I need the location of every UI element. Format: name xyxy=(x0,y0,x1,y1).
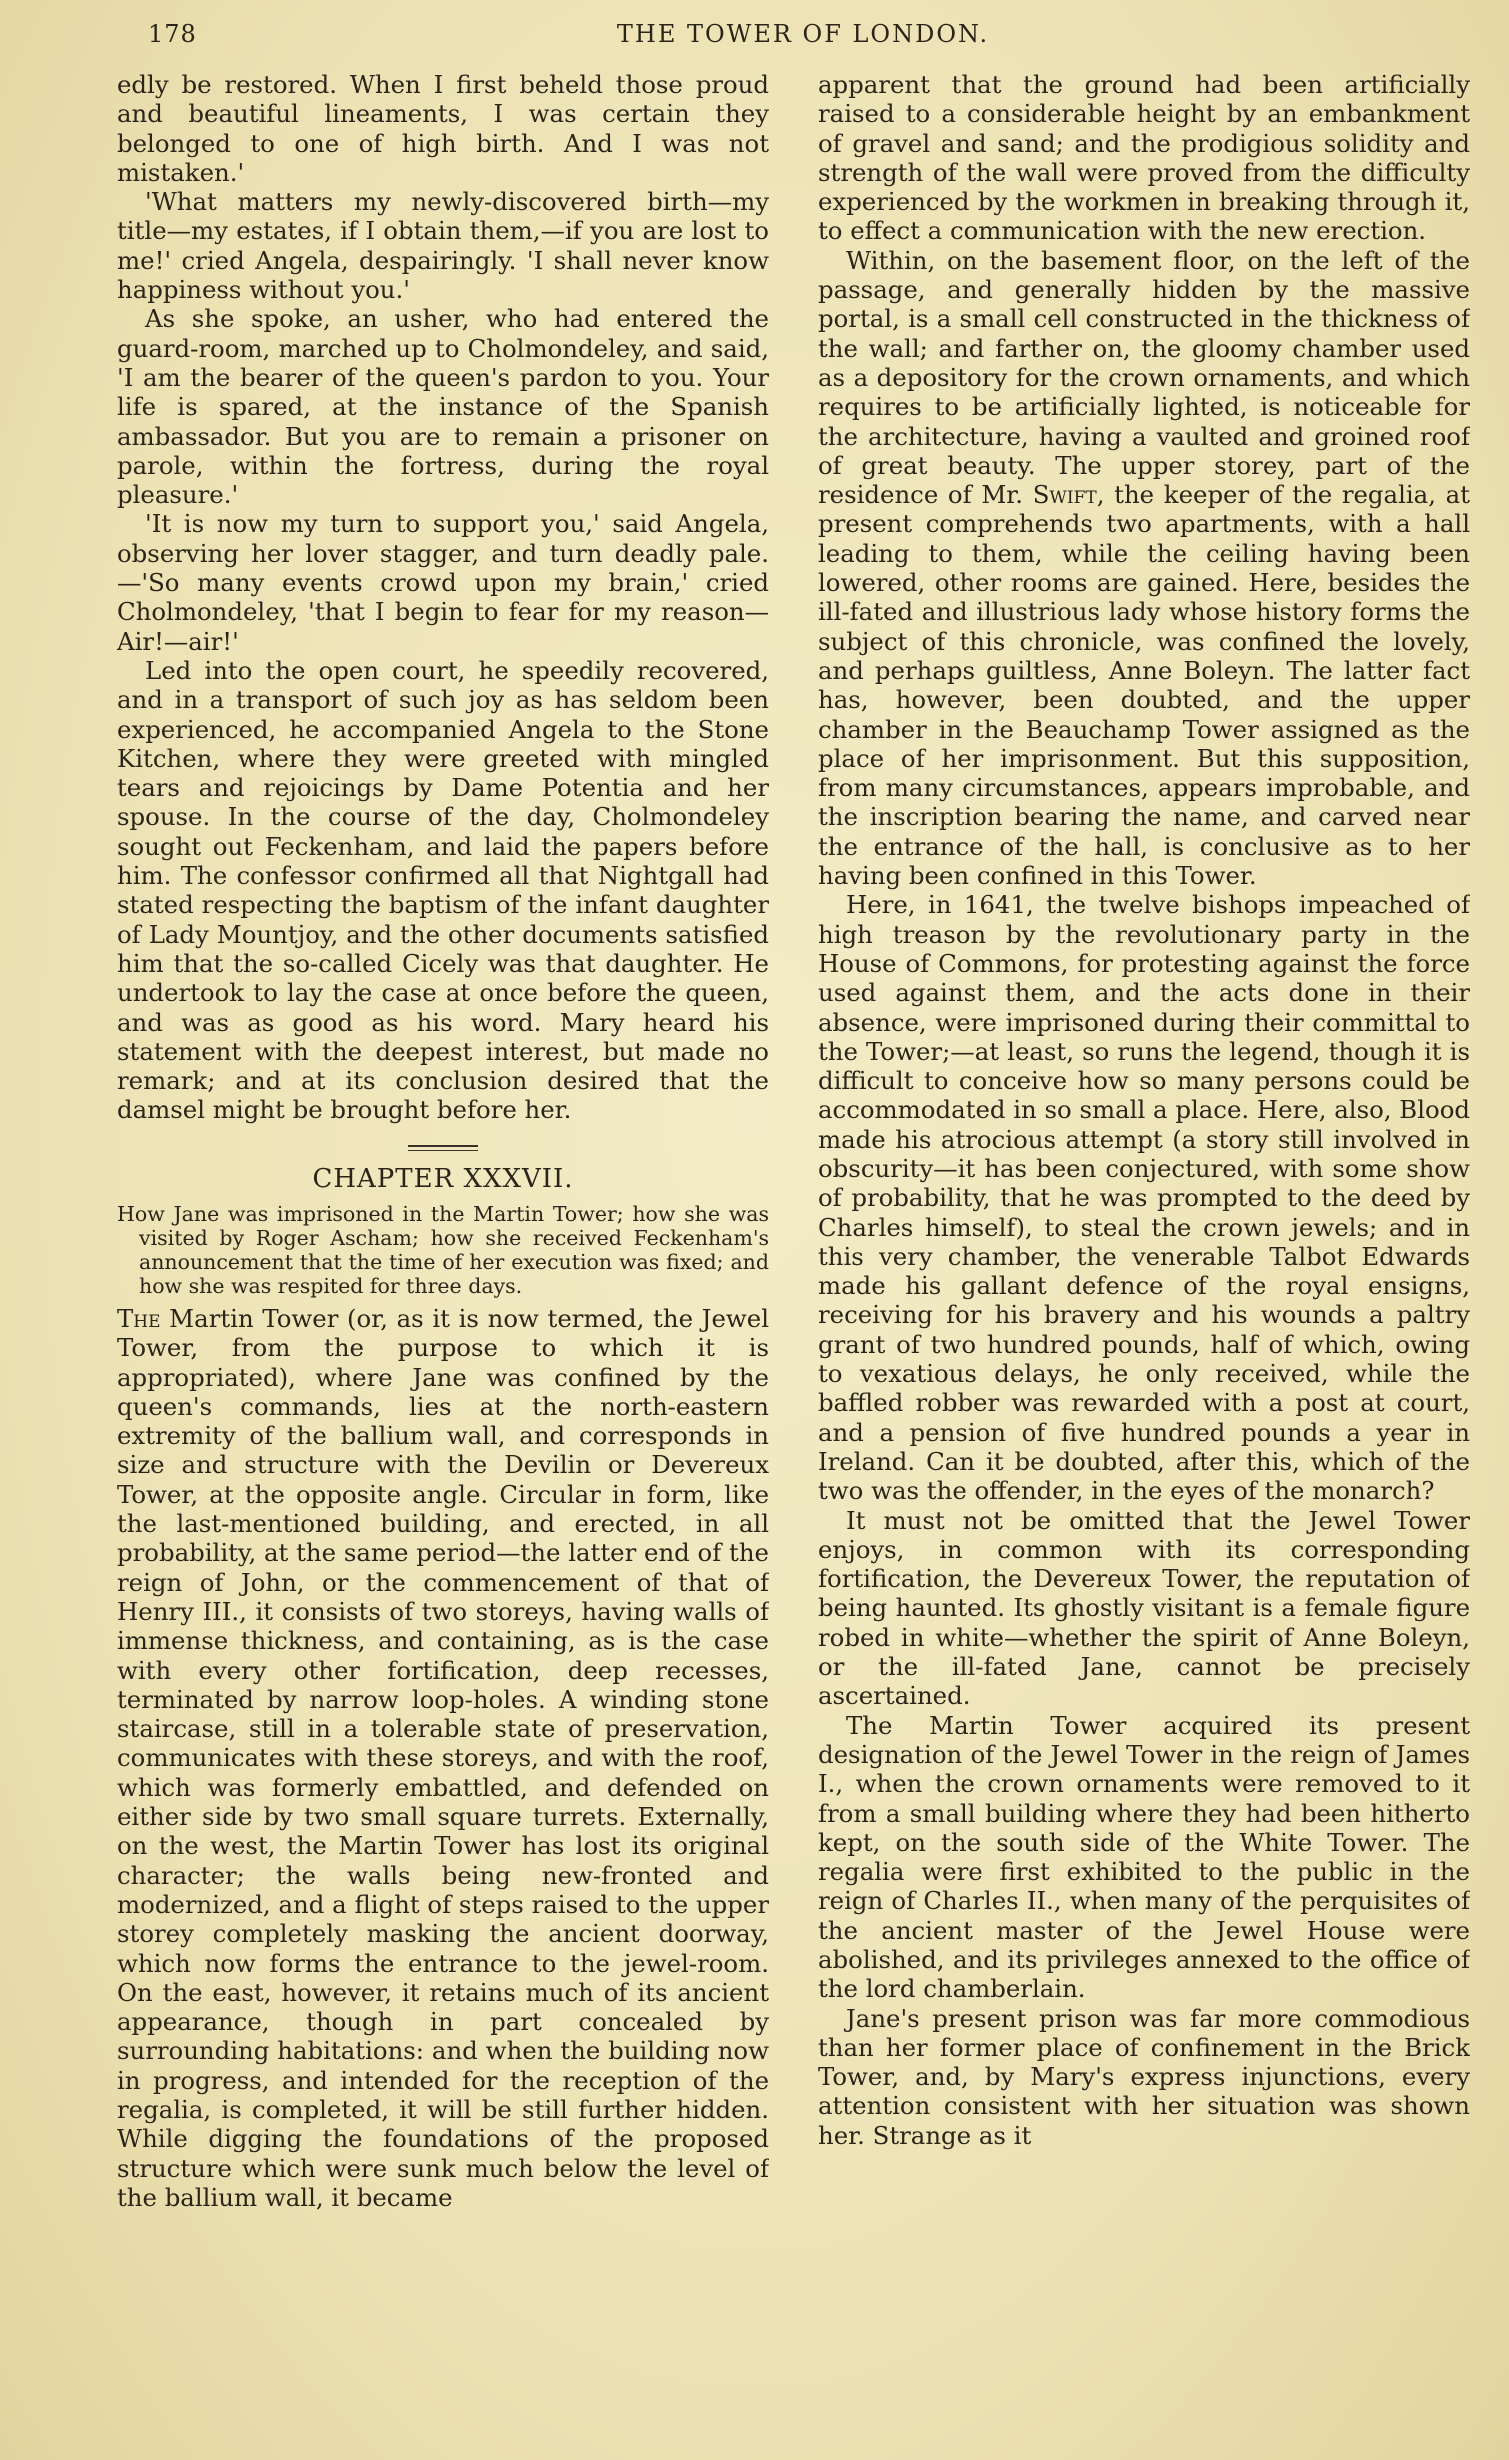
right-column xyxy=(818,70,1470,2430)
section-divider xyxy=(408,1145,478,1151)
running-title: THE TOWER OF LONDON. xyxy=(616,20,990,48)
paragraph xyxy=(818,246,1470,891)
page-number: 178 xyxy=(148,20,197,48)
chapter-opening-paragraph xyxy=(117,1304,769,2212)
paragraph: 'What matters my newly-discovered birth—my title—my estates, if I obtain them,—if you are lost to me!' cried Angela, despairingly. 'I shall never know happiness without you.' xyxy=(117,187,769,305)
chapter-title: CHAPTER XXXVII. xyxy=(312,1163,574,1194)
chapter-opening-text: Martin Tower (or, as it is now termed, the Jewel Tower, from the purpose to which it is appropriated), where Jane was confined by the queen's commands, lies at the north-eastern extremity of the ballium wall, and corresponds in size and structure with the Devilin or Devereux Tower, at the opposite angle. Circular in form, like the last-mentioned building, and erected, in all probability, at the same period—the latter end of the reign of John, or the commencement of that of Henry III., it consists of two storeys, having walls of immense thickness, and containing, as is the case with every other fortification, deep recesses, terminated by narrow loop-holes. A winding stone staircase, still in a tolerable state of preservation, communicates with these storeys, and with the roof, which was formerly embattled, and defended on either side by two small square turrets. Externally, on the west, the Martin Tower has lost its original character; the walls being new-fronted and modernized, and a flight of steps raised to the upper storey completely masking the ancient doorway, which now forms the entrance to the jewel-room. On the east, however, it retains much of its ancient appearance, though in part concealed by surrounding habitations: and when the building now in progress, and intended for the reception of the regalia, is completed, it will be still further hidden. While digging the foundations of the proposed structure which were sunk much below the level of the ballium wall, it became xyxy=(117,1303,769,2212)
paragraph: Here, in 1641, the twelve bishops impeached of high treason by the revolutionary party in the House of Commons, for protesting against the force used against them, and the acts done in their absence, were imprisoned during their committal to the Tower;—at least, so runs the legend, though it is difficult to conceive how so many persons could be accommodated in so small a place. Here, also, Blood made his atrocious attempt (a story still involved in obscurity—it has been conjectured, with some show of probability, that he was prompted to the deed by Charles himself), to steal the crown jewels; and in this very chamber, the venerable Talbot Edwards made his gallant defence of the royal ensigns, receiving for his bravery and his wounds a paltry grant of two hundred pounds, half of which, owing to vexatious delays, he only received, while the baffled robber was rewarded with a post at court, and a pension of five hundred pounds a year in Ireland. Can it be doubted, after this, which of the two was the offender, in the eyes of the monarch? xyxy=(818,890,1470,1506)
paragraph: It must not be omitted that the Jewel Tower enjoys, in common with its corresponding fortification, the Devereux Tower, the reputation of being haunted. Its ghostly visitant is a female figure robed in white—whether the spirit of Anne Boleyn, or the ill-fated Jane, cannot be precisely ascertained. xyxy=(818,1505,1470,1711)
page-header xyxy=(118,14,1488,52)
paragraph-text: Within, on the basement floor, on the left of the passage, and generally hidden by the massive portal, is a small cell constructed in the thickness of the wall; and farther on, the gloomy chamber used as a depository for the crown ornaments, and which requires to be artificially lighted, is noticeable for the architecture, having a vaulted and groined roof of great beauty. The upper storey, part of the residence of Mr. xyxy=(818,245,1470,510)
paragraph: 'It is now my turn to support you,' said Angela, observing her lover stagger, and turn deadly pale.—'So many events crowd upon my brain,' cried Cholmondeley, 'that I begin to fear for my reason—Air!—air!' xyxy=(117,509,769,656)
left-column xyxy=(117,70,769,2430)
paragraph: Led into the open court, he speedily recovered, and in a transport of such joy as has seldom been experienced, he accompanied Angela to the Stone Kitchen, where they were greeted with mingled tears and rejoicings by Dame Potentia and her spouse. In the course of the day, Cholmondeley sought out Feckenham, and laid the papers before him. The confessor confirmed all that Nightgall had stated respecting the baptism of the infant daughter of Lady Mountjoy, and the other documents satisfied him that the so-called Cicely was that daughter. He undertook to lay the case at once before the queen, and was as good as his word. Mary heard his statement with the deepest interest, but made no remark; and at its conclusion desired that the damsel might be brought before her. xyxy=(117,655,769,1125)
paragraph: Jane's present prison was far more commodious than her former place of confinement in the Brick Tower, and, by Mary's express injunctions, every attention consistent with her situation was shown her. Strange as it xyxy=(818,2003,1470,2150)
paragraph-text: , the keeper of the regalia, at present comprehends two apartments, with a hall leading to them, while the ceiling having been lowered, other rooms are gained. Here, besides the ill-fated and illustrious lady whose history forms the subject of this chronicle, was confined the lovely, and perhaps guiltless, Anne Boleyn. The latter fact has, however, been doubted, and the upper chamber in the Beauchamp Tower assigned as the place of her imprisonment. But this supposition, from many circumstances, appears improbable, and the inscription bearing the name, and carved near the entrance of the hall, is conclusive as to her having been confined in this Tower. xyxy=(818,480,1470,891)
paragraph: edly be restored. When I first beheld those proud and beautiful lineaments, I was certain they belonged to one of high birth. And I was not mistaken.' xyxy=(117,70,769,187)
paragraph: apparent that the ground had been artificially raised to a considerable height by an embankment of gravel and sand; and the prodigious solidity and strength of the wall were proved from the difficulty experienced by the workmen in breaking through it, to effect a communication with the new erection. xyxy=(818,70,1470,246)
paragraph: As she spoke, an usher, who had entered the guard-room, marched up to Cholmondeley, and said, 'I am the bearer of the queen's pardon to you. Your life is spared, at the instance of the Spanish ambassador. But you are to remain a prisoner on parole, within the fortress, during the royal pleasure.' xyxy=(117,304,769,510)
paragraph: The Martin Tower acquired its present designation of the Jewel Tower in the reign of James I., when the crown ornaments were removed to it from a small building where they had been hitherto kept, on the south side of the White Tower. The regalia were first exhibited to the public in the reign of Charles II., when many of the perquisites of the ancient master of the Jewel House were abolished, and its privileges annexed to the office of the lord chamberlain. xyxy=(818,1710,1470,2004)
keeper-name: Swift xyxy=(1032,480,1097,510)
chapter-first-word: The xyxy=(117,1303,161,1333)
chapter-summary: How Jane was imprisoned in the Martin Tower; how she was visited by Roger Ascham; how she received Feckenham's announcement that the time of her execution was fixed; and how she was respited for three days. xyxy=(117,1201,769,1298)
